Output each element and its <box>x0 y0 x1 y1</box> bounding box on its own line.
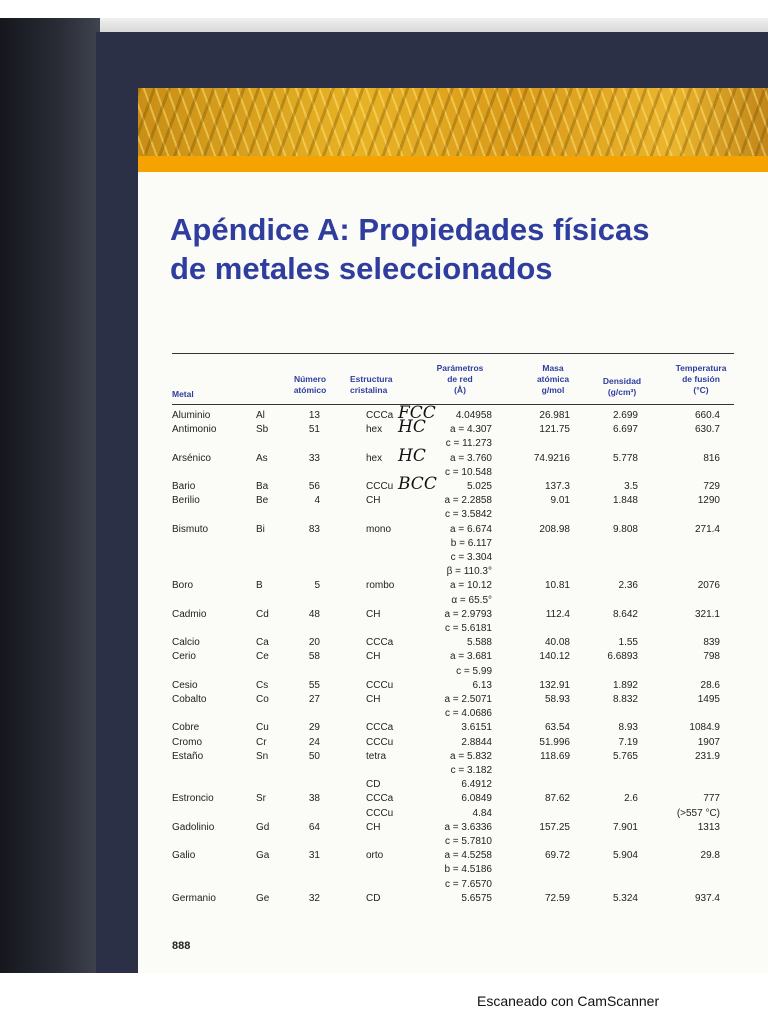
cell-atomic-mass: 112.4 <box>545 608 570 620</box>
cell-structure: CCCa <box>366 410 394 421</box>
cell-metal: Berilio <box>172 495 200 507</box>
cell-metal: Bario <box>172 481 196 492</box>
cell-symbol: Sr <box>256 793 266 805</box>
scan-top-edge <box>0 18 768 32</box>
cell-melting-temp: 937.4 <box>694 892 720 904</box>
handwritten-note: HC <box>398 417 426 438</box>
cell-lattice-parameter: a = 3.681 <box>450 651 492 663</box>
cell-symbol: Ba <box>256 481 269 492</box>
table-top-rule <box>172 353 734 354</box>
cell-symbol: Cd <box>256 608 269 620</box>
header-metal: Metal <box>172 389 194 399</box>
table-header-rule <box>172 404 734 405</box>
camscanner-watermark: Escaneado con CamScanner <box>477 993 660 1009</box>
cell-atomic-mass: 10.81 <box>544 580 570 592</box>
cell-lattice-parameter: c = 5.7810 <box>445 836 492 847</box>
cell-lattice-parameter: c = 11.273 <box>445 438 492 450</box>
cell-structure: tetra <box>366 750 387 762</box>
cell-symbol: Cu <box>256 722 269 734</box>
cell-atomic-number: 4 <box>314 495 320 507</box>
cell-lattice-parameter: c = 3.304 <box>450 552 492 563</box>
header-atomic-number: Número atómico <box>293 374 327 395</box>
cell-atomic-number: 51 <box>308 424 320 436</box>
cell-symbol: Sn <box>256 750 269 762</box>
cell-melting-temp: 630.7 <box>694 424 720 436</box>
cell-atomic-mass: 118.69 <box>540 750 570 762</box>
cell-atomic-number: 29 <box>308 722 320 734</box>
cell-melting-temp: 2076 <box>697 580 720 592</box>
cell-structure: CH <box>366 821 381 833</box>
cell-density: 8.93 <box>618 722 638 734</box>
cell-structure: CD <box>366 892 381 904</box>
cell-lattice-parameter: b = 4.5186 <box>444 864 492 876</box>
cell-metal: Cadmio <box>172 608 207 620</box>
cell-melting-temp: 777 <box>703 793 720 805</box>
cell-lattice-parameter: c = 7.6570 <box>445 878 492 890</box>
cell-structure: CH <box>366 651 381 663</box>
cell-metal: Cobre <box>172 722 200 734</box>
header-lattice-parameters: Parámetros de red (Å) <box>436 363 484 395</box>
cell-melting-temp: 798 <box>703 651 720 663</box>
cell-atomic-mass: 140.12 <box>539 651 570 663</box>
cell-melting-temp: 1495 <box>697 694 720 705</box>
cell-lattice-parameter: a = 2.5071 <box>444 694 492 705</box>
cell-symbol: As <box>256 452 268 464</box>
cell-density: 2.36 <box>618 580 638 592</box>
cell-symbol: Be <box>256 495 269 507</box>
cell-atomic-mass: 137.3 <box>544 481 570 492</box>
cell-structure: CH <box>366 608 381 620</box>
cell-structure: CCCa <box>366 637 394 649</box>
cell-atomic-number: 5 <box>314 580 320 592</box>
cell-melting-temp: 1290 <box>697 495 720 507</box>
cell-symbol: Co <box>256 694 269 705</box>
cell-atomic-mass: 72.59 <box>544 892 570 904</box>
cell-atomic-number: 83 <box>308 523 320 535</box>
header-density: Densidad (g/cm³) <box>602 376 642 397</box>
cell-symbol: Ce <box>256 651 269 663</box>
cell-metal: Cromo <box>172 736 203 748</box>
cell-lattice-parameter: α = 65.5° <box>451 594 492 606</box>
cell-density: 5.765 <box>612 750 638 762</box>
cell-atomic-number: 31 <box>308 850 320 862</box>
cell-density: 6.697 <box>612 424 638 436</box>
header-atomic-mass: Masa atómica g/mol <box>536 363 570 395</box>
cell-atomic-mass: 74.9216 <box>533 452 570 464</box>
cell-melting-temp: 839 <box>703 637 720 649</box>
cell-structure: CCCa <box>366 793 394 805</box>
cell-melting-temp: 816 <box>703 452 720 464</box>
cell-symbol: Bi <box>256 523 265 535</box>
cell-atomic-number: 24 <box>308 736 320 748</box>
cell-lattice-parameter: 6.0849 <box>461 793 492 805</box>
cell-lattice-parameter: a = 6.674 <box>450 523 492 535</box>
cell-symbol: Ge <box>256 892 270 904</box>
cell-density: 5.778 <box>612 452 638 464</box>
cell-symbol: Ga <box>256 850 270 862</box>
page-number: 888 <box>172 940 191 952</box>
cell-structure: orto <box>366 850 384 862</box>
cell-structure: rombo <box>366 580 395 592</box>
cell-metal: Cobalto <box>172 694 207 705</box>
cell-lattice-parameter: 6.13 <box>472 679 492 691</box>
cell-lattice-parameter: c = 10.548 <box>445 466 492 478</box>
cell-atomic-mass: 58.93 <box>544 694 570 705</box>
cell-symbol: Gd <box>256 821 270 833</box>
cell-lattice-parameter: 5.6575 <box>461 892 492 904</box>
cell-lattice-parameter: c = 5.99 <box>456 665 492 677</box>
handwritten-note: BCC <box>398 474 437 494</box>
cell-lattice-parameter: a = 10.12 <box>450 580 492 592</box>
cell-density: 7.901 <box>612 821 638 833</box>
cell-density: 2.6 <box>624 793 638 805</box>
cell-structure: CD <box>366 779 381 791</box>
cell-atomic-number: 48 <box>308 608 320 620</box>
cell-lattice-parameter: 5.588 <box>466 637 492 649</box>
cell-density: 1.892 <box>612 679 638 691</box>
cell-metal: Cerio <box>172 651 196 663</box>
cell-metal: Germanio <box>172 892 216 904</box>
cell-metal: Aluminio <box>172 410 211 421</box>
cell-lattice-parameter: c = 4.0686 <box>445 708 492 720</box>
page-title-line1: Apéndice A: Propiedades físicas <box>170 212 650 247</box>
cell-density: 5.324 <box>612 892 638 904</box>
cell-structure: mono <box>366 523 392 535</box>
cell-structure: CH <box>366 495 381 507</box>
cell-melting-temp: 1084.9 <box>689 722 720 734</box>
cell-atomic-mass: 157.25 <box>539 821 570 833</box>
header-melting-temp: Temperatura de fusión (°C) <box>675 363 727 395</box>
cell-lattice-parameter: c = 3.182 <box>450 765 492 776</box>
page-title-line2: de metales seleccionados <box>170 251 553 286</box>
header-crystal-structure: Estructura cristalina <box>350 374 393 395</box>
cell-lattice-parameter: a = 4.5258 <box>444 850 492 862</box>
cell-metal: Galio <box>172 850 196 862</box>
cell-density: 1.848 <box>612 495 638 507</box>
cell-symbol: Cr <box>256 736 267 748</box>
cell-lattice-parameter: a = 2.2858 <box>444 495 492 507</box>
cell-metal: Boro <box>172 580 194 592</box>
cell-density: 8.642 <box>612 608 638 620</box>
cell-density: 6.6893 <box>607 651 638 663</box>
cell-atomic-number: 50 <box>308 750 320 762</box>
cell-symbol: Cs <box>256 679 269 691</box>
cell-lattice-parameter: a = 2.9793 <box>444 608 492 620</box>
cell-lattice-parameter: 5.025 <box>466 481 492 492</box>
cell-structure: CCCu <box>366 807 394 819</box>
cell-lattice-parameter: b = 6.117 <box>450 537 492 549</box>
cell-lattice-parameter: a = 3.6336 <box>444 821 492 833</box>
cell-lattice-parameter: β = 110.3° <box>446 566 492 578</box>
cell-metal: Cesio <box>172 679 198 691</box>
cell-atomic-number: 58 <box>308 651 320 663</box>
cell-lattice-parameter: 4.84 <box>472 807 492 819</box>
cell-metal: Gadolinio <box>172 821 215 833</box>
cell-metal: Estaño <box>172 750 204 762</box>
cell-atomic-mass: 132.91 <box>539 679 570 691</box>
cell-melting-temp: 1313 <box>697 821 720 833</box>
cell-atomic-number: 64 <box>308 821 320 833</box>
cell-density: 3.5 <box>624 481 638 492</box>
cell-metal: Estroncio <box>172 793 214 805</box>
cell-melting-temp: 28.6 <box>700 679 720 691</box>
cell-lattice-parameter: 4.04958 <box>455 410 492 421</box>
cell-atomic-mass: 69.72 <box>544 850 570 862</box>
cell-density: 1.55 <box>618 637 638 649</box>
cell-density: 5.904 <box>612 850 638 862</box>
cell-structure: CH <box>366 694 381 705</box>
cell-structure: hex <box>366 452 383 464</box>
cell-density: 9.808 <box>612 523 638 535</box>
cell-metal: Calcio <box>172 637 200 649</box>
cell-melting-temp: 271.4 <box>694 523 720 535</box>
cell-atomic-number: 27 <box>308 694 320 705</box>
cell-metal: Bismuto <box>172 523 209 535</box>
cell-atomic-mass: 87.62 <box>544 793 570 805</box>
cell-atomic-mass: 63.54 <box>544 722 570 734</box>
cell-symbol: Sb <box>256 424 269 436</box>
cell-lattice-parameter: a = 4.307 <box>450 424 492 436</box>
cell-density: 7.19 <box>618 736 638 748</box>
cell-melting-temp: 1907 <box>697 736 720 748</box>
cell-atomic-number: 38 <box>308 793 320 805</box>
cell-lattice-parameter: a = 3.760 <box>450 452 492 464</box>
cell-symbol: B <box>256 580 263 592</box>
cell-melting-temp: 321.1 <box>694 608 720 620</box>
cell-melting-temp: 231.9 <box>694 750 720 762</box>
cell-atomic-mass: 208.98 <box>539 523 570 535</box>
cell-atomic-number: 13 <box>308 410 320 421</box>
cell-lattice-parameter: 3.6151 <box>461 722 492 734</box>
scan-gutter-shadow <box>0 18 100 973</box>
document-page <box>138 88 768 973</box>
cell-structure: CCCu <box>366 481 394 492</box>
cell-melting-temp: (>557 °C) <box>676 807 720 819</box>
cell-structure: CCCu <box>366 679 394 691</box>
cell-atomic-number: 32 <box>308 892 320 904</box>
cell-lattice-parameter: c = 5.6181 <box>445 623 492 634</box>
cell-structure: CCCa <box>366 722 394 734</box>
cell-atomic-mass: 121.75 <box>539 424 570 436</box>
cell-atomic-mass: 26.981 <box>539 410 570 421</box>
cell-structure: hex <box>366 424 383 436</box>
cell-atomic-number: 20 <box>308 637 320 649</box>
cell-melting-temp: 29.8 <box>700 850 720 862</box>
cell-lattice-parameter: 6.4912 <box>461 779 492 791</box>
cell-atomic-mass: 9.01 <box>550 495 570 507</box>
cell-atomic-number: 55 <box>308 679 320 691</box>
cell-atomic-number: 56 <box>308 481 320 492</box>
cell-atomic-number: 33 <box>308 452 320 464</box>
banner-strip <box>138 156 768 172</box>
handwritten-note: FCC <box>398 403 436 423</box>
cell-metal: Antimonio <box>172 424 217 436</box>
cell-atomic-mass: 51.996 <box>539 736 570 748</box>
cell-melting-temp: 729 <box>703 481 720 492</box>
cell-density: 8.832 <box>612 694 638 705</box>
handwritten-note: HC <box>398 445 426 466</box>
cell-melting-temp: 660.4 <box>694 410 720 421</box>
page-title <box>170 210 750 288</box>
cell-symbol: Al <box>256 410 265 421</box>
cell-atomic-mass: 40.08 <box>544 637 570 649</box>
cell-structure: CCCu <box>366 736 394 748</box>
cell-density: 2.699 <box>612 410 638 421</box>
cell-lattice-parameter: a = 5.832 <box>450 750 492 762</box>
cell-metal: Arsénico <box>172 452 211 464</box>
cell-lattice-parameter: 2.8844 <box>461 736 492 748</box>
cell-symbol: Ca <box>256 637 269 649</box>
cell-lattice-parameter: c = 3.5842 <box>445 509 492 521</box>
